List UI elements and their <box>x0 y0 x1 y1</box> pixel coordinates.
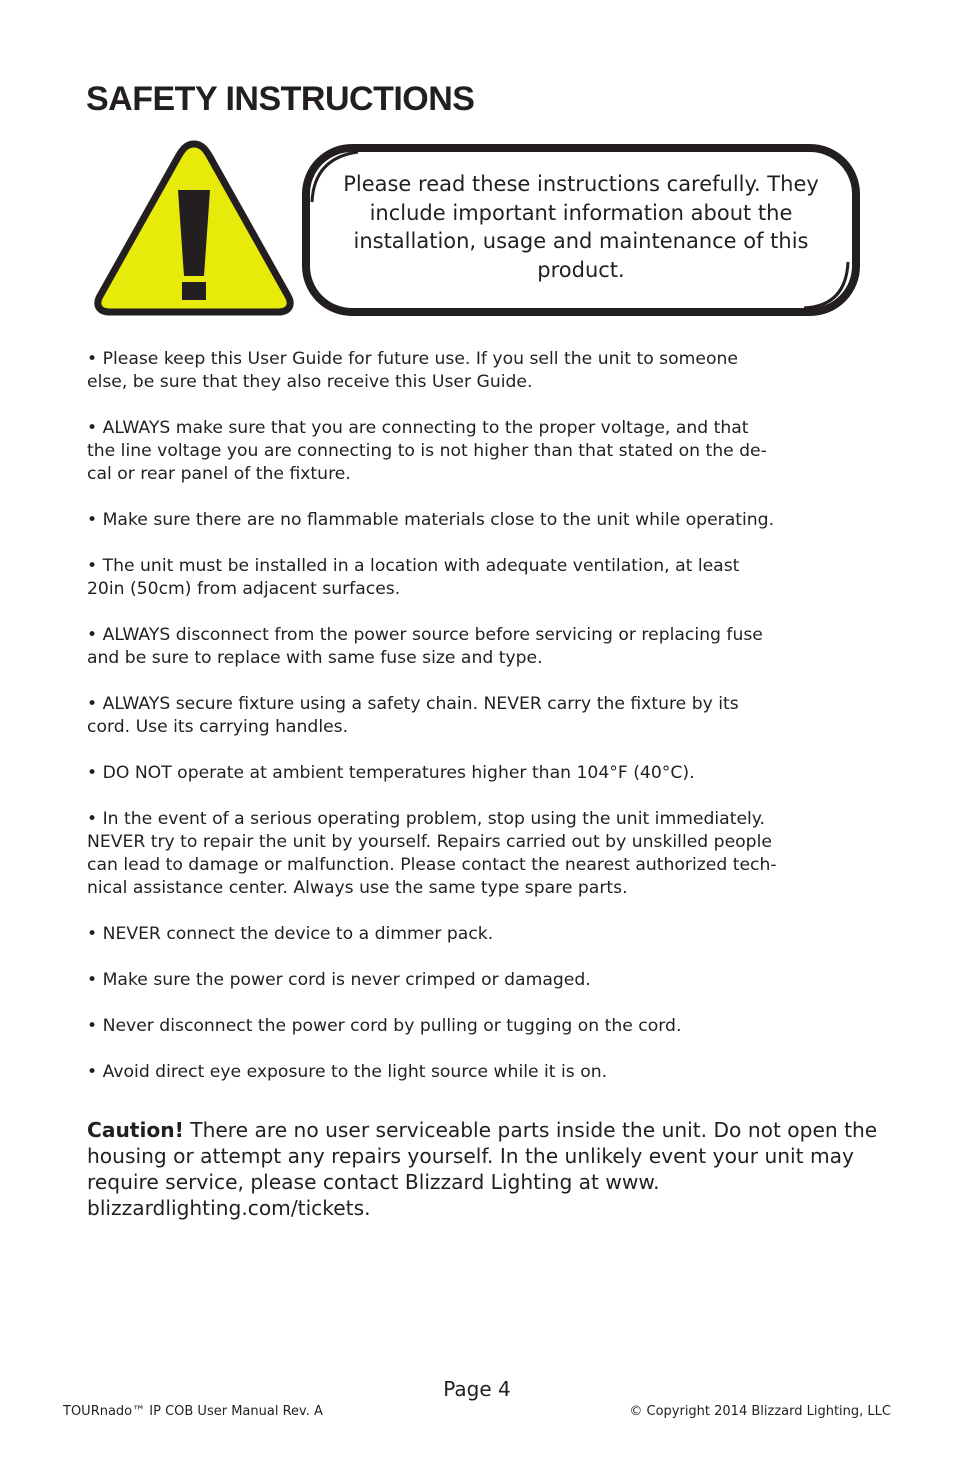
bullet-pull-cord: • Never disconnect the power cord by pulling or tugging on the cord. <box>87 1016 682 1036</box>
warning-triangle-icon <box>92 136 296 318</box>
bullet-voltage: • ALWAYS make sure that you are connecting to the proper voltage, and that the line voltage you are connecting to is not higher than that stated on the de- cal or rear panel of the fixture. <box>87 418 767 484</box>
bullet-keep-guide: • Please keep this User Guide for future use. If you sell the unit to someone else, be sure that they also receive this User Guide. <box>87 349 738 392</box>
footer-manual-title: TOURnado™ IP COB User Manual Rev. A <box>63 1404 323 1419</box>
bullet-operating-problem: • In the event of a serious operating problem, stop using the unit immediately. NEVER try to repair the unit by yourself. Repairs carried out by unskilled people can lead to damage or malfunction. Please contact the nearest authorized tech- nical assistance center. Always use the same type spare parts. <box>87 809 777 898</box>
page-title: SAFETY INSTRUCTIONS <box>86 80 475 118</box>
bullet-eye-exposure: • Avoid direct eye exposure to the light source while it is on. <box>87 1062 608 1082</box>
bullet-power-cord: • Make sure the power cord is never crimped or damaged. <box>87 970 591 990</box>
bullet-disconnect-fuse: • ALWAYS disconnect from the power source before servicing or replacing fuse and be sure to replace with same fuse size and type. <box>87 625 763 668</box>
footer-copyright: © Copyright 2014 Blizzard Lighting, LLC <box>629 1404 891 1419</box>
caution-label: Caution! <box>87 1118 184 1142</box>
bullet-temperature: • DO NOT operate at ambient temperatures higher than 104°F (40°C). <box>87 763 695 783</box>
notice-text: Please read these instructions carefully. They include important information about the installation, usage and maintenance of this product. <box>343 172 819 282</box>
bullet-safety-chain: • ALWAYS secure fixture using a safety chain. NEVER carry the fixture by its cord. Use its carrying handles. <box>87 694 739 737</box>
caution-paragraph <box>87 1117 887 1221</box>
bullet-ventilation: • The unit must be installed in a location with adequate ventilation, at least 20in (50cm) from adjacent surfaces. <box>87 556 740 599</box>
page-number: Page 4 <box>443 1377 511 1401</box>
bullet-dimmer: • NEVER connect the device to a dimmer pack. <box>87 924 494 944</box>
safety-bullet-list <box>87 348 887 1107</box>
caution-text: There are no user serviceable parts inside the unit. Do not open the housing or attempt any repairs yourself. In the unlikely event your unit may require service, please contact Blizzard Lighting at www. blizzardlighting.com/tickets. <box>87 1118 878 1220</box>
bullet-flammable: • Make sure there are no flammable materials close to the unit while operating. <box>87 510 775 530</box>
